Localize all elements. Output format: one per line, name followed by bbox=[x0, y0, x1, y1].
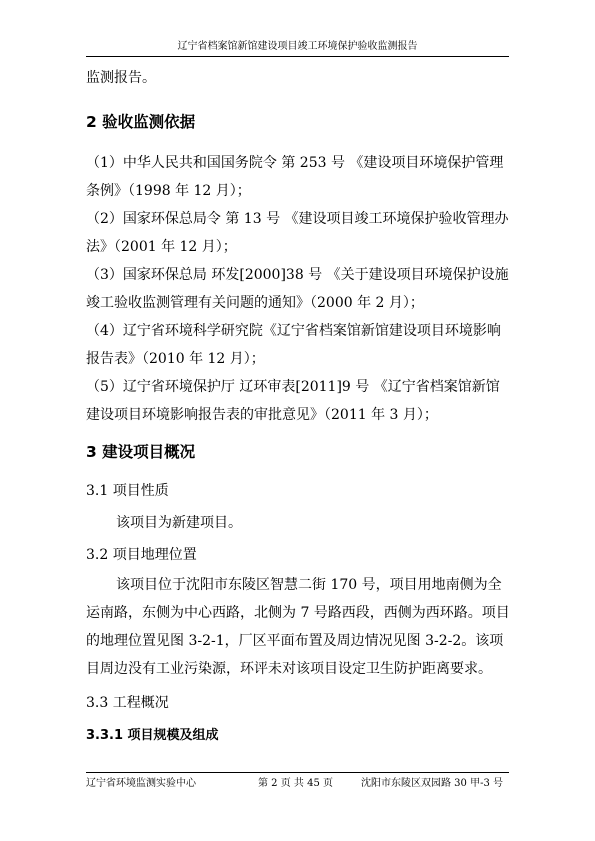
section-3-3-1-heading: 3.3.1 项目规模及组成 bbox=[86, 728, 219, 743]
section-3-1-text: 该项目为新建项目。 bbox=[116, 515, 242, 531]
reference-list bbox=[86, 149, 510, 429]
reference-item: （1）中华人民共和国国务院令 第 253 号 《建设项目环境保护管理条例》（1998 年 12 月）； bbox=[86, 155, 504, 199]
reference-item: （5）辽宁省环境保护厅 辽环审表[2011]9 号 《辽宁省档案馆新馆建设项目环境影响报告表的审批意见》（2011 年 3 月）； bbox=[86, 379, 500, 423]
footer-address: 沈阳市东陵区双园路 30 甲-3 号 bbox=[360, 778, 503, 789]
section-3-2-heading: 3.2 项目地理位置 bbox=[86, 547, 197, 563]
section-3-1-heading: 3.1 项目性质 bbox=[86, 483, 169, 499]
footer-divider bbox=[86, 772, 509, 773]
section-3-2-text: 该项目位于沈阳市东陵区智慧二街 170 号，项目用地南侧为全运南路，东侧为中心西路，北侧为 7 号路西段，西侧为西环路。项目的地理位置见图 3-2-1，厂区平面布置及周边情况见图 3-2-2。该项目周边没有工业污染源，环评未对该项目设定卫生防护距离要求。 bbox=[86, 577, 510, 677]
reference-item: （3）国家环保总局 环发[2000]38 号 《关于建设项目环境保护设施竣工验收监测管理有关问题的通知》（2000 年 2 月）； bbox=[86, 267, 509, 311]
page-body bbox=[86, 64, 510, 749]
footer-organization: 辽宁省环境监测实验中心 bbox=[86, 778, 196, 789]
reference-item: （2）国家环保总局令 第 13 号 《建设项目竣工环境保护验收管理办法》（2001 年 12 月）； bbox=[86, 211, 509, 255]
footer-page-number: 第 2 页 共 45 页 bbox=[258, 778, 333, 789]
section-2-heading: 2 验收监测依据 bbox=[86, 113, 196, 131]
page-header: 辽宁省档案馆新馆建设项目竣工环境保护验收监测报告 bbox=[86, 38, 509, 57]
section-3-3-heading: 3.3 工程概况 bbox=[86, 695, 169, 711]
reference-item: （4）辽宁省环境科学研究院《辽宁省档案馆新馆建设项目环境影响报告表》（2010 年 12 月）； bbox=[86, 323, 501, 367]
intro-text: 监测报告。 bbox=[86, 70, 156, 86]
section-3-heading: 3 建设项目概况 bbox=[86, 443, 196, 461]
